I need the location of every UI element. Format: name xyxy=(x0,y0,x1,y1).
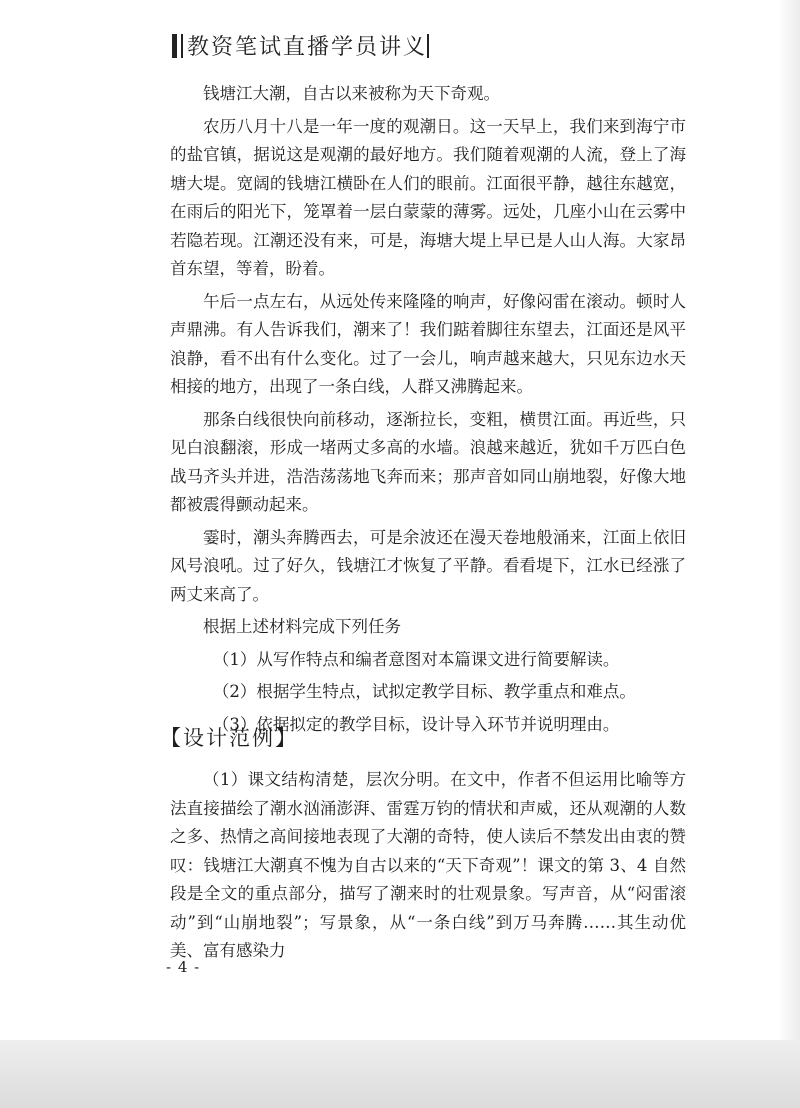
passage-paragraph: 农历八月十八是一年一度的观潮日。这一天早上，我们来到海宁市的盐官镇，据说这是观潮的最好地方。我们随着观潮的人流，登上了海塘大堤。宽阔的钱塘江横卧在人们的眼前。江面很平静，越往东越宽，在雨后的阳光下，笼罩着一层白蒙蒙的薄雾。远处，几座小山在云雾中若隐若现。江潮还没有来，可是，海塘大堤上早已是人山人海。大家昂首东望，等着，盼着。 xyxy=(170,116,686,278)
task-item: （2）根据学生特点，试拟定教学目标、教学重点和难点。 xyxy=(212,682,636,701)
task-intro: 根据上述材料完成下列任务 xyxy=(203,617,401,636)
passage-paragraph: 霎时，潮头奔腾西去，可是余波还在漫天卷地般涌来，江面上依旧风号浪吼。过了好久，钱塘江才恢复了平静。看看堤下，江水已经涨了两丈来高了。 xyxy=(170,527,686,604)
task-item: （1）从写作特点和编者意图对本篇课文进行简要解读。 xyxy=(212,649,620,669)
scan-shadow-right xyxy=(778,0,800,1108)
page-header xyxy=(168,30,433,61)
sample-answer xyxy=(170,766,686,966)
scan-shadow-bottom xyxy=(0,1040,800,1108)
passage-paragraph: 钱塘江大潮，自古以来被称为天下奇观。 xyxy=(203,84,500,103)
section-title: 【设计范例】 xyxy=(160,726,298,750)
page-number: - 4 - xyxy=(166,958,201,976)
task-item: （3）依据拟定的教学目标，设计导入环节并说明理由。 xyxy=(212,714,620,734)
passage-paragraph: 午后一点左右，从远处传来隆隆的响声，好像闷雷在滚动。顿时人声鼎沸。有人告诉我们，潮来了！我们踮着脚往东望去，江面还是风平浪静，看不出有什么变化。过了一会儿，响声越来越大，只见东边水天相接的地方，出现了一条白线，人群又沸腾起来。 xyxy=(170,291,686,396)
task-list xyxy=(170,613,686,739)
header-bar-end-icon xyxy=(427,34,429,58)
passage-paragraph: 那条白线很快向前移动，逐渐拉长，变粗，横贯江面。再近些，只见白浪翻滚，形成一堵两丈多高的水墙。浪越来越近，犹如千万匹白色战马齐头并进，浩浩荡荡地飞奔而来；那声音如同山崩地裂，好像大地都被震得颤动起来。 xyxy=(170,409,686,514)
passage xyxy=(170,80,686,743)
header-bar-icon xyxy=(172,34,177,58)
header-bar-thin-icon xyxy=(181,34,183,58)
header-title: 教资笔试直播学员讲义 xyxy=(187,35,428,60)
sample-paragraph: （1）课文结构清楚，层次分明。在文中，作者不但运用比喻等方法直接描绘了潮水汹涌澎湃、雷霆万钧的情状和声威，还从观潮的人数之多、热情之高间接地表现了大潮的奇特，使人读后不禁发出由衷的赞叹：钱塘江大潮真不愧为自古以来的“天下奇观”！课文的第 3、4 自然段是全文的重点部分，描写了潮来时的壮观景象。写声音，从“闷雷滚动”到“山崩地裂”；写景象，从“一条白线”到万马奔腾……其生动优美、富有感染力 xyxy=(170,770,686,960)
